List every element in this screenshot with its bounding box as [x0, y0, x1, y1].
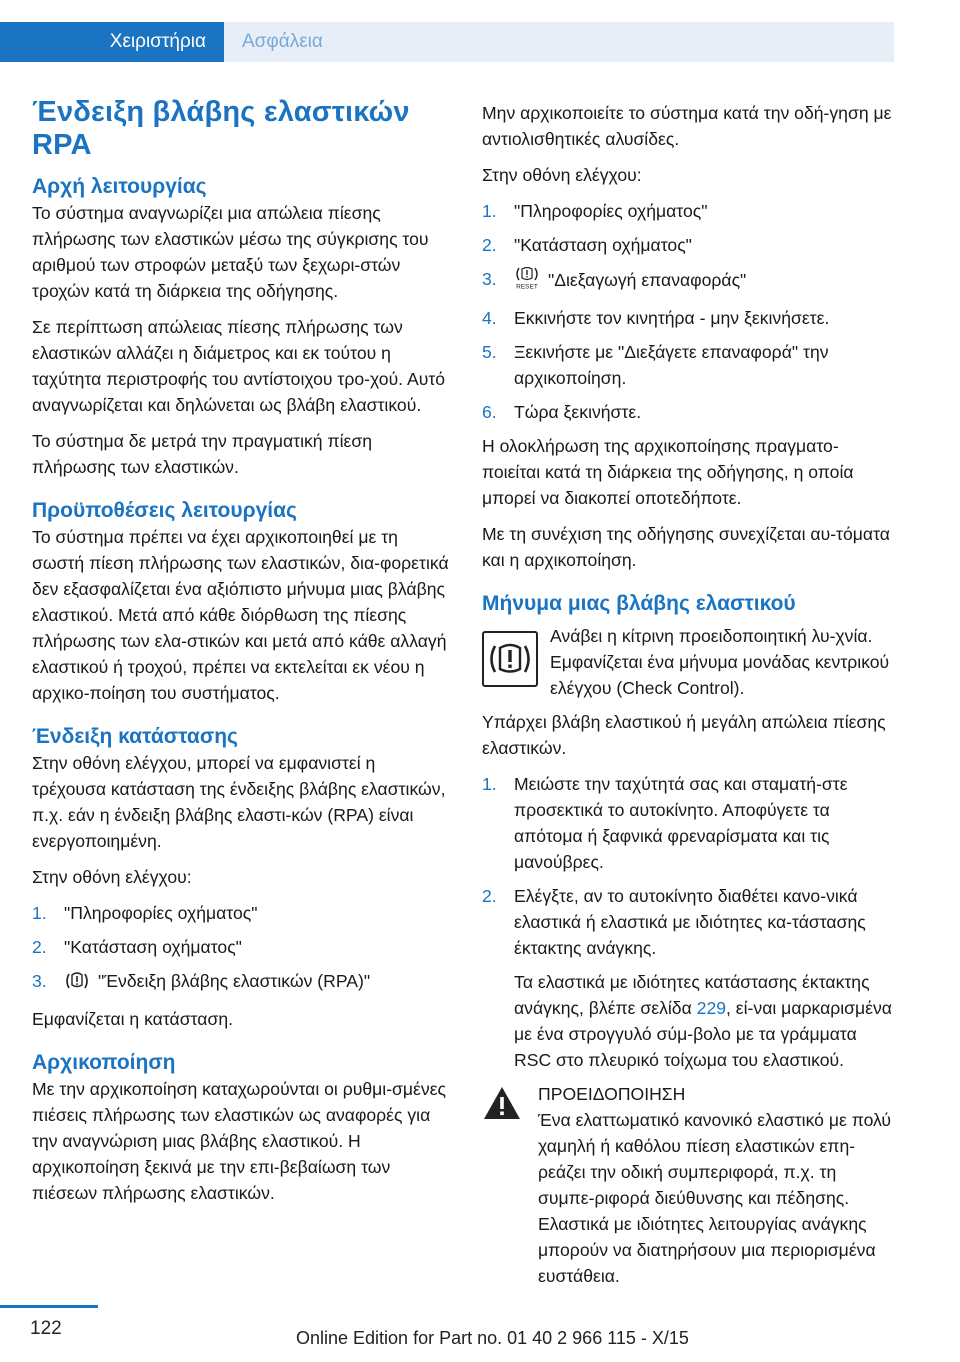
right-column [482, 100, 896, 1289]
left-column [32, 96, 452, 1216]
list-number: 2. [482, 235, 497, 255]
list-text: "Ένδειξη βλάβης ελαστικών (RPA)" [98, 971, 371, 991]
list-text: Ελέγξτε, αν το αυτοκίνητο διαθέτει κανο-νικά ελαστικά ή ελαστικά με ιδιότητες κα-τάστασης έκτακτης ανάγκης. [514, 886, 866, 958]
run-flat-note [514, 969, 896, 1073]
lamp-text: Ανάβει η κίτρινη προειδοποιητική λυ-χνία. Εμφανίζεται ένα μήνυμα μονάδας κεντρικού ελέγχου (Check Control). [550, 626, 890, 698]
list-text: "Κατάσταση οχήματος" [514, 235, 692, 255]
list-item [32, 900, 452, 926]
tab-safety[interactable] [224, 22, 894, 62]
footer-rule [0, 1305, 98, 1308]
list-number: 5. [482, 342, 497, 362]
paragraph: Το σύστημα δε μετρά την πραγματική πίεση πλήρωσης των ελαστικών. [32, 431, 372, 477]
tire-reset-icon [514, 266, 540, 297]
list-number: 6. [482, 402, 497, 422]
heading-prerequisites: Προϋποθέσεις λειτουργίας [32, 499, 297, 522]
list-number: 3. [32, 971, 47, 991]
list-text: Μειώστε την ταχύτητά σας και σταματή-στε προσεκτικά το αυτοκίνητο. Αποφύγετε τα απότομα ή ξαφνικά φρεναρίσματα και τις μανούβρες. [514, 774, 848, 872]
list-number: 4. [482, 308, 497, 328]
tab-safety-label: Ασφάλεια [242, 31, 323, 52]
list-number: 1. [32, 903, 47, 923]
paragraph: Στην οθόνη ελέγχου, μπορεί να εμφανιστεί η τρέχουσα κατάσταση της ένδειξης βλάβης ελαστικών, π.χ. εάν η ένδειξη βλάβης ελαστι-κών (RPA) είναι ενεργοποιημένη. [32, 753, 446, 851]
paragraph: Στην οθόνη ελέγχου: [32, 867, 192, 887]
tire-warning-icon [64, 971, 90, 998]
edition-note: Online Edition for Part no. 01 40 2 966 115 - X/15 [296, 1328, 689, 1348]
list-text: "Πληροφορίες οχήματος" [514, 201, 708, 221]
reset-label: RESET [516, 283, 538, 290]
warning-block [482, 1081, 896, 1289]
paragraph: Το σύστημα αναγνωρίζει μια απώλεια πίεσης πλήρωσης των ελαστικών μέσω της σύγκρισης του αριθμού των στροφών μεταξύ των ξεχωρι-στών τροχών κατά τη διάρκεια της οδήγησης. [32, 203, 429, 301]
list-text: "Πληροφορίες οχήματος" [64, 903, 258, 923]
tire-warning-lamp-icon [482, 631, 538, 694]
warning-lamp-note [482, 623, 896, 701]
tab-controls[interactable] [0, 22, 224, 62]
paragraph: Με την αρχικοποίηση καταχωρούνται οι ρυθμι-σμένες πιέσεις πλήρωσης των ελαστικών ως αναφορές για την αναγνώριση μιας βλάβης ελαστικού. Η αρχικοποίηση ξεκινά με την επι-βεβαίωση των πιέσεων πλήρωσης ελαστικών. [32, 1079, 447, 1203]
steps-list-reset [482, 198, 896, 425]
list-number: 1. [482, 774, 497, 794]
list-number: 1. [482, 201, 497, 221]
heading-status-display: Ένδειξη κατάστασης [32, 725, 238, 748]
heading-principle: Αρχή λειτουργίας [32, 175, 207, 198]
paragraph: Η ολοκλήρωση της αρχικοποίησης πραγματο-ποιείται κατά τη διάρκεια της οδήγησης, η οποία μπορεί να διακοπεί οποτεδήποτε. [482, 436, 854, 508]
warning-title: ΠΡΟΕΙΔΟΠΟΙΗΣΗ [538, 1084, 686, 1104]
list-text: "Διεξαγωγή επαναφοράς" [548, 270, 747, 290]
paragraph: Το σύστημα πρέπει να έχει αρχικοποιηθεί με τη σωστή πίεση πλήρωσης των ελαστικών, δια-φορετικά δεν εξασφαλίζεται ένα αξιόπιστο μήνυμα μιας βλάβης ελαστικού. Μετά από κάθε διόρθωση της πίεσης πλήρωσης των ελα-στικών και μετά από κάθε αλλαγή ελαστικού ή τροχού, πρέπει να εκτελείται εκ νέου η αρχικο-ποίηση του συστήματος. [32, 527, 449, 703]
list-text: Τώρα ξεκινήστε. [514, 402, 642, 422]
header-bar [0, 0, 894, 62]
note-text: Τα ελαστικά με ιδιότητες κατάστασης έκτακτης ανάγκης, βλέπε σελίδα [514, 972, 870, 1018]
paragraph: Εμφανίζεται η κατάσταση. [32, 1009, 233, 1029]
list-item [482, 266, 896, 297]
list-text: "Κατάσταση οχήματος" [64, 937, 242, 957]
list-item [482, 305, 896, 331]
list-text: Εκκινήστε τον κινητήρα - μην ξεκινήσετε. [514, 308, 830, 328]
heading-initialization: Αρχικοποίηση [32, 1051, 176, 1074]
list-item [32, 968, 452, 998]
heading-tire-failure-message: Μήνυμα μιας βλάβης ελαστικού [482, 592, 796, 615]
page-number: 122 [30, 1318, 62, 1339]
list-item [482, 198, 896, 224]
steps-list-status [32, 900, 452, 998]
note-text: , εί-ναι μαρκαρισμένα με ένα στρογγυλό σύμ-βολο με τα γράμματα RSC στο πλευρικό τοίχωμα του ελαστικού. [514, 998, 892, 1070]
list-item [482, 771, 896, 875]
steps-list-failure [482, 771, 896, 1073]
page-title: Ένδειξη βλάβης ελαστικών RPA [32, 96, 410, 161]
paragraph: Με τη συνέχιση της οδήγησης συνεχίζεται αυ-τόματα και η αρχικοποίηση. [482, 524, 890, 570]
list-item [482, 883, 896, 1073]
paragraph: Μην αρχικοποιείτε το σύστημα κατά την οδή-γηση με αντιολισθητικές αλυσίδες. [482, 103, 892, 149]
list-number: 2. [32, 937, 47, 957]
list-item [482, 339, 896, 391]
list-item [482, 232, 896, 258]
paragraph: Υπάρχει βλάβη ελαστικού ή μεγάλη απώλεια πίεσης ελαστικών. [482, 712, 886, 758]
list-text: Ξεκινήστε με "Διεξάγετε επαναφορά" την αρχικοποίηση. [514, 342, 829, 388]
page-link[interactable]: 229 [696, 998, 727, 1018]
list-number: 3. [482, 269, 497, 289]
list-item [32, 934, 452, 960]
list-number: 2. [482, 886, 497, 906]
paragraph: Σε περίπτωση απώλειας πίεσης πλήρωσης των ελαστικών αλλάζει η διάμετρος και εκ τούτου η ταχύτητα περιστροφής του αντίστοιχου τρο-χού. Αυτό αναγνωρίζεται και δηλώνεται ως βλάβη ελαστικού. [32, 317, 446, 415]
list-item [482, 399, 896, 425]
tab-controls-label: Χειριστήρια [109, 31, 206, 52]
warning-triangle-icon [482, 1085, 522, 1128]
paragraph: Στην οθόνη ελέγχου: [482, 165, 642, 185]
warning-text: Ένα ελαττωματικό κανονικό ελαστικό με πολύ χαμηλή ή καθόλου πίεση ελαστικών επη-ρεάζει την οδική συμπεριφορά, π.χ. τη συμπε-ριφορά διεύθυνσης και πέδησης. Ελαστικά με ιδιότητες λειτουργίας ανάγκης μπορούν να διατηρήσουν μια περιορισμένα ευστάθεια. [538, 1110, 892, 1286]
